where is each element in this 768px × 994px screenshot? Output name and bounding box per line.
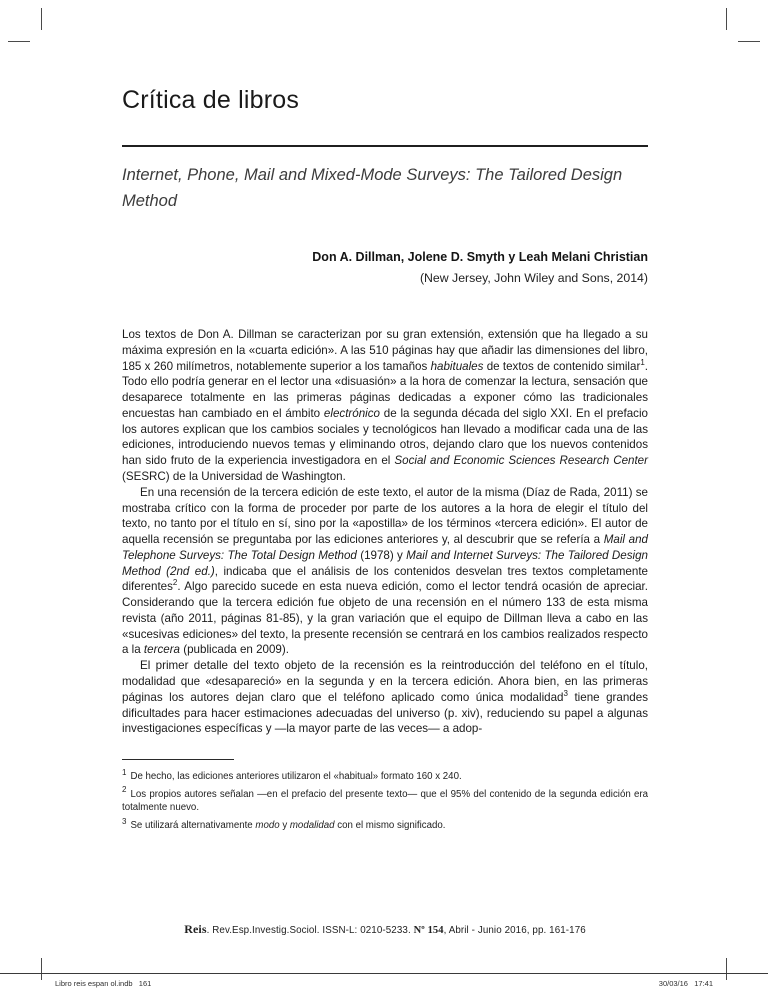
text-segment: De hecho, las ediciones anteriores utilizaron el «habitual» formato 160 x 240.	[130, 771, 462, 783]
text-segment: (SESRC) de la Universidad de Washington.	[122, 470, 346, 484]
text-segment: 3	[563, 688, 568, 698]
footnote	[122, 767, 648, 784]
publisher-line: (New Jersey, John Wiley and Sons, 2014)	[419, 271, 648, 286]
text-segment: con el mismo significado.	[334, 819, 446, 831]
text-segment: . Rev.Esp.Investig.Sociol. ISSN-L: 0210-5233.	[206, 925, 414, 936]
text-segment: (publicada en 2009).	[180, 643, 289, 657]
title-rule	[122, 145, 648, 147]
crop-mark-top-left-v	[41, 8, 42, 30]
text-segment: Mail and Internet Surveys: The Tailored Design Method (2nd ed.)	[122, 548, 649, 578]
crop-mark-top-right-v	[726, 8, 727, 30]
section-title: Crítica de libros	[122, 86, 300, 114]
journal-footer-line	[122, 922, 648, 937]
review-body	[122, 327, 648, 737]
text-segment: . Todo ello podría generar en el lector una «disuasión» a la hora de comenzar la lectura, sensación que desaparece totalmente en las primeras páginas dedicadas a exponer cómo las tradicionales encuestas han cambiado en el ámbito	[122, 359, 648, 420]
footnote-number: 2	[122, 785, 127, 795]
text-segment: (1978) y	[356, 548, 407, 562]
text-segment: Nº 154	[413, 925, 444, 936]
text-segment: , Abril - Junio 2016, pp. 161-176	[443, 925, 586, 936]
text-segment: tiene grandes dificultades para hacer estimaciones adecuadas del universo (p. xiv), reduciendo su papel a algunas investigaciones específicas y —la mayor parte de las veces— a adop-	[122, 690, 648, 736]
paragraph	[122, 485, 648, 658]
text-segment: , indicaba que el análisis de los contenidos desvelan tres textos completamente diferentes	[122, 564, 648, 594]
page-content	[122, 86, 648, 832]
text-segment: 1	[640, 357, 645, 367]
paragraph	[122, 658, 648, 737]
authors-line: Don A. Dillman, Jolene D. Smyth y Leah Melani Christian	[312, 250, 648, 265]
book-title: Internet, Phone, Mail and Mixed-Mode Surveys: The Tailored Design Method	[122, 166, 623, 210]
footnote-separator	[122, 759, 234, 760]
crop-mark-bottom-left-v	[41, 958, 42, 980]
text-segment: habituales	[430, 359, 484, 373]
text-segment: tercera	[143, 643, 181, 657]
text-segment: Se utilizará alternativamente	[130, 819, 256, 831]
print-file-info: Libro reis espan ol.indb 161	[55, 979, 152, 988]
text-segment: de textos de contenido similar	[483, 359, 641, 373]
text-segment: Social and Economic Sciences Research Center	[394, 454, 648, 468]
text-segment: Los propios autores señalan —en el prefacio del presente texto— que el 95% del contenido de la segunda edición era totalmente nuevo.	[122, 788, 648, 814]
text-segment: Los textos de Don A. Dillman se caracterizan por su gran extensión, extensión que ha llegado a su máxima expresión en la «cuarta edición». A las 510 páginas hay que añadir las dimensiones del libro, 185 x 260 milímetros, notablemente superior a los tamaños	[122, 328, 648, 373]
text-segment: Mail and Telephone Surveys: The Total Design Method	[122, 533, 648, 562]
footnote-number: 3	[122, 816, 127, 826]
text-segment: y	[279, 819, 290, 831]
print-timestamp: 30/03/16 17:41	[658, 979, 713, 988]
text-segment: . Algo parecido sucede en esta nueva edición, como el lector tendrá ocasión de apreciar. Considerando que la tercera edición fue objeto de una recensión en el número 133 de esta misma revista (año 2011, páginas 81-85), y la gran variación que el equipo de Dillman lleva a cabo en las «sucesivas ediciones» del texto, la presente recensión se centrará en los cambios realizados respecto a la	[122, 580, 648, 657]
text-segment: 2	[172, 578, 178, 588]
text-segment: modalidad	[289, 819, 335, 831]
crop-mark-top-right-h	[738, 41, 760, 42]
footnote-number: 1	[122, 767, 127, 777]
text-segment: Reis	[184, 922, 207, 936]
text-segment: modo	[255, 819, 280, 831]
text-segment: de la segunda década del siglo XXI. En el prefacio los autores explican que los cambios sociales y tecnológicos han llevado a modificar cada una de las ediciones, introduciendo nuevos temas y eliminando otros, dejando claro que los nuevos contenidos han sido fruto de la experiencia investigadora en el	[122, 406, 648, 468]
paragraph	[122, 327, 648, 485]
text-segment: El primer detalle del texto objeto de la recensión es la reintroducción del teléfono en el título, modalidad que «desapareció» en la segunda y en la tercera edición. Ahora bien, en las primeras páginas los autores dejan claro que el teléfono aplicado como única modalidad	[122, 659, 648, 704]
crop-mark-top-left-h	[8, 41, 30, 42]
footnote	[122, 816, 648, 833]
print-trim-line	[0, 973, 768, 974]
footnote	[122, 785, 648, 815]
text-segment: En una recensión de la tercera edición de este texto, el autor de la misma (Díaz de Rada, 2011) se mostraba crítico con la forma de proceder por parte de los autores a la hora de elegir el título del texto, no tanto por el título en sí, sino por la «apostilla» de los términos «tercera edición». El autor de aquella recensión se preguntaba por las ediciones anteriores y, al descubrir que se refería a	[122, 485, 648, 547]
text-segment: electrónico	[323, 406, 380, 420]
footnotes	[122, 767, 648, 832]
crop-mark-bottom-right-v	[726, 958, 727, 980]
